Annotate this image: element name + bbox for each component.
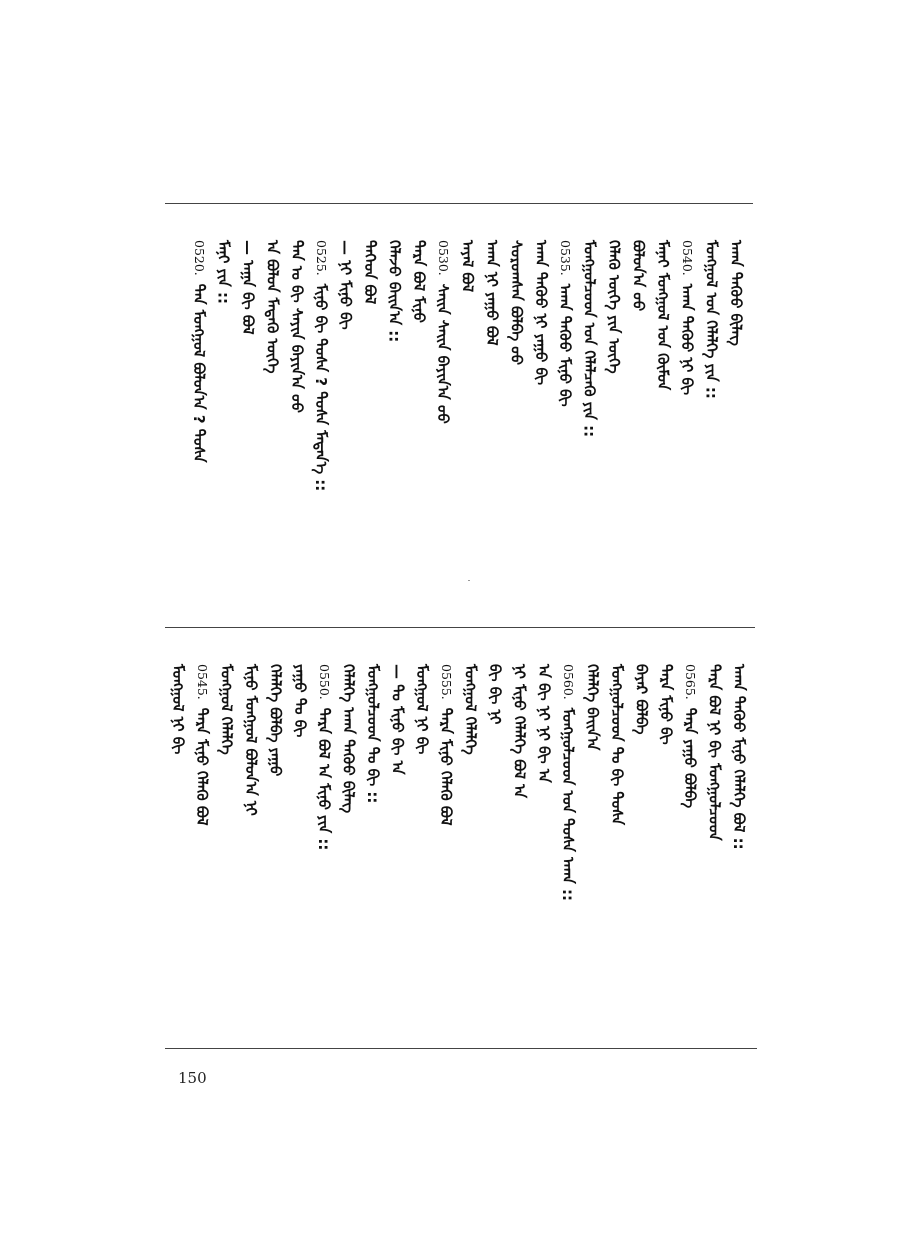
- text-column: [731, 664, 746, 850]
- text-column: [507, 240, 526, 366]
- entry-number: 0520.: [192, 240, 208, 276]
- entry-number: 0550.: [317, 664, 333, 700]
- text-column: [289, 240, 304, 413]
- line-text: ᠲᠡᠷᠡ ᠮᠢᠨᠦ ᠪᠢ: [656, 664, 675, 745]
- line-text: ᠮᠣᠩᠭᠣᠯᠴᠤᠳ ᠤᠨ ᠲᠤᠰᠠ ᠠᠬᠠ ::: [559, 707, 578, 902]
- text-column: [658, 664, 673, 745]
- line-text: ᠮᠣᠩᠭᠣᠯ ᠨᠢ ᠪᠢ: [168, 664, 187, 755]
- text-column: [292, 664, 307, 737]
- page-number: 150: [178, 1069, 207, 1087]
- text-column: [388, 664, 407, 775]
- entry-number: 0565.: [683, 664, 699, 700]
- line-text: ᠮᠣᠩᠭᠣᠯ ᠬᠡᠯᠡᠯᠭᠡ: [461, 664, 480, 755]
- text-column: [219, 664, 234, 755]
- line-text: ᠠᠬᠠ ᠨᠢ ᠶᠠᠭᠤ ᠪᠣᠯ: [483, 240, 501, 346]
- line-text: ᠠᠬᠠ ᠳᠡᠭᠦᠦ ᠨᠢ ᠶᠠᠭᠤ ᠪᠢ: [531, 240, 550, 385]
- entry-number: 0555.: [439, 664, 455, 700]
- line-text: ᠮᠢᠨᠦ ᠮᠣᠩᠭᠣᠯ ᠪᠣᠯᠤᠨ᠎ᠠ ᠨᠢ: [242, 664, 260, 816]
- line-text: ᠶᠠᠭᠤ ᠲᠤ ᠪᠢ: [290, 664, 309, 738]
- top-rule: [165, 203, 753, 204]
- line-text: ᠲᠡᠷᠡ ᠮᠢᠨᠦ ᠬᠡᠯᠡᠬᠦ ᠪᠣᠯ: [437, 707, 456, 826]
- line-text: — ᠲᠤ ᠮᠢᠨᠦ ᠪᠢ ᠠ: [388, 664, 407, 775]
- text-column: [365, 664, 380, 803]
- text-column: [487, 664, 502, 724]
- line-text: ᠠ ᠪᠢ ᠨᠢ ᠨᠢ ᠪᠢ ᠠ: [534, 664, 553, 783]
- line-text: ᠨᠢ ᠮᠢᠨᠦ ᠬᠡᠯᠡᠯᠭᠡ ᠪᠣᠯ ᠠ: [510, 664, 529, 799]
- text-column: [437, 664, 456, 826]
- text-column: [216, 240, 231, 304]
- line-text: ᠮᠣᠩᠭᠣᠯ ᠤᠨ ᠬᠡᠯᠡᠯᠭᠡ ᠶᠢᠨ ::: [702, 240, 721, 399]
- text-column: [263, 240, 282, 374]
- line-text: ᠠᠬᠠ ᠳᠡᠭᠦᠦ ᠮᠢᠨᠦ ᠪᠢ: [556, 283, 575, 407]
- text-column: [190, 240, 209, 463]
- entry-number: 0560.: [561, 664, 577, 700]
- line-text: ᠠᠬᠠ ᠳᠡᠭᠦᠦ ᠨᠢ ᠪᠢ: [678, 283, 697, 395]
- text-column: [629, 240, 648, 312]
- text-column: [315, 664, 334, 851]
- text-column: [655, 240, 670, 390]
- line-text: ᠮᠠᠨᠢ ᠶᠢᠨ ::: [214, 240, 233, 304]
- text-column: [193, 664, 212, 826]
- text-column: [632, 664, 651, 735]
- text-column: [704, 240, 719, 399]
- line-text: — ᠨᠢ ᠮᠢᠨᠦ ᠪᠢ: [336, 240, 355, 330]
- text-column: [585, 664, 600, 750]
- line-text: ᠲᠡᠷᠡ ᠪᠣᠯ ᠮᠢᠨᠦ: [409, 240, 428, 323]
- text-column: [411, 240, 426, 323]
- text-column: [484, 240, 499, 346]
- middle-rule: [165, 627, 755, 628]
- entry-number: 0540.: [680, 240, 696, 276]
- line-text: ᠬᠡᠯᠡᠯᠭᠡ ᠪᠣᠯᠪᠠ ᠶᠠᠭᠤ: [266, 664, 285, 777]
- text-column: [385, 240, 404, 343]
- line-text: ᠲᠡᠷᠡ ᠮᠢᠨᠦ ᠬᠡᠯᠡᠬᠦ ᠪᠣᠯ: [193, 707, 212, 826]
- line-text: ᠲᠠᠨ ᠮᠣᠩᠭᠣᠯ ᠪᠣᠯᠤᠨ᠎ᠠ ? ᠲᠤᠰᠠ: [190, 283, 209, 463]
- speck: [468, 580, 470, 581]
- line-text: ᠰᠠᠢᠨ ᠰᠠᠢᠨ ᠪᠠᠶᠢᠨ᠎ᠠ ᠤᠤ: [434, 283, 453, 424]
- line-text: ᠲᠡᠷᠡ ᠪᠣᠯ ᠨᠢ ᠪᠢ ᠮᠣᠩᠭᠣᠯᠴᠤᠳ: [705, 664, 724, 841]
- text-column: [728, 240, 743, 346]
- text-column: [240, 240, 255, 335]
- text-column: [533, 240, 548, 385]
- text-column: [243, 664, 258, 816]
- bottom-rule: [165, 1048, 757, 1049]
- text-column: [582, 240, 597, 437]
- line-text: ᠮᠢᠨᠦ ᠪᠢ ᠲᠤᠰᠠ ? ᠲᠤᠰᠠ ᠮᠡᠳᠡᠨ᠎ᠡ ::: [312, 283, 331, 492]
- line-text: ᠬᠡᠯᠡᠬᠦ ᠦᠭᠡ ᠶᠢᠨ ᠦᠭᠡ: [605, 240, 623, 374]
- line-text: ᠪᠠᠶᠠᠷ ᠪᠣᠯᠪᠠ: [632, 664, 651, 735]
- entry-number: 0545.: [195, 664, 211, 700]
- text-column: [510, 664, 529, 799]
- line-text: ᠰᠤᠷᠤᠭᠰᠠᠨ ᠪᠣᠯᠪᠠ ᠤᠤ: [507, 240, 526, 366]
- line-text: ᠪᠢ ᠪᠢ ᠨᠢ: [486, 664, 504, 725]
- text-column: [338, 240, 353, 330]
- line-text: ᠠᠬᠠ ᠳᠡᠭᠦᠦ ᠮᠢᠨᠦ ᠬᠡᠯᠡᠯᠭᠡ ᠪᠣᠯ ::: [730, 664, 748, 850]
- line-text: ᠮᠣᠩᠭᠣᠯᠴᠤᠳ ᠲᠤ ᠪᠢ ᠲᠤᠰᠠ: [608, 664, 626, 826]
- text-column: [434, 240, 453, 424]
- text-column: [312, 240, 331, 492]
- line-text: ᠠᠶᠠᠯ ᠪᠣᠯ: [458, 240, 477, 293]
- line-text: ᠮᠣᠩᠭᠣᠯ ᠨᠢ ᠪᠢ: [412, 664, 431, 755]
- entry-number: 0525.: [314, 240, 330, 276]
- text-column: [362, 240, 377, 304]
- text-column: [460, 240, 475, 292]
- text-column: [681, 664, 700, 809]
- line-text: ᠮᠠᠨᠠᠢ ᠮᠣᠩᠭᠣᠯ ᠤᠨ ᠬᠦᠮᠦᠨ: [653, 240, 672, 391]
- text-column: [606, 240, 621, 374]
- line-text: ᠬᠡᠯᠡᠯᠭᠡ ᠪᠠᠢᠨ᠎ᠠ: [583, 664, 602, 751]
- line-text: ᠲᠡᠭᠡᠳ ᠪᠣᠯ: [361, 240, 379, 305]
- text-column: [414, 664, 429, 754]
- text-column: [707, 664, 722, 841]
- text-column: [266, 664, 285, 777]
- line-text: ᠬᠡᠯᠡᠯᠭᠡ ᠠᠬᠠ ᠳᠡᠭᠦᠦ ᠪᠢᠯᠡᠭ: [339, 664, 358, 814]
- text-column: [341, 664, 356, 813]
- line-text: ᠠᠬᠠ ᠳᠡᠭᠦᠦ ᠪᠢᠯᠡᠭ: [727, 240, 745, 346]
- text-column: [463, 664, 478, 755]
- entry-number: 0535.: [558, 240, 574, 276]
- line-text: ᠮᠣᠩᠭᠣᠯᠴᠤᠳ ᠲᠤ ᠪᠢ ::: [364, 664, 382, 804]
- line-text: ᠪᠣᠯᠤᠨ᠎ᠠ ᠤᠤ: [629, 240, 648, 312]
- line-text: ᠲᠠᠨ ᠤ ᠪᠢ ᠰᠠᠶᠢᠨ ᠪᠠᠶᠢᠨ᠎ᠠ ᠤᠤ: [287, 240, 306, 413]
- line-text: ᠬᠡᠯᠡᠵᠦ ᠪᠠᠢᠨ᠎ᠠ ::: [385, 240, 404, 343]
- line-text: ᠲᠡᠷᠡ ᠶᠠᠭᠤ ᠪᠣᠯᠪᠠ: [681, 707, 700, 809]
- text-column: [170, 664, 185, 754]
- line-text: ᠠ ᠪᠣᠯᠤᠨ ᠮᠡᠳᠡᠬᠦ ᠦᠭᠡ: [263, 240, 282, 374]
- text-column: [536, 664, 551, 783]
- text-column: [556, 240, 575, 407]
- text-column: [609, 664, 624, 825]
- text-column: [559, 664, 578, 902]
- line-text: ᠮᠣᠩᠭᠣᠯ ᠬᠡᠯᠡᠯᠭᠡ: [217, 664, 236, 755]
- line-text: ᠲᠡᠷᠡ ᠪᠣᠯ ᠠ ᠮᠢᠨᠦ ᠶᠢᠨ ::: [315, 707, 334, 851]
- line-text: — ᠠᠭᠠ ᠪᠢ ᠪᠣᠯ: [239, 240, 257, 335]
- line-text: ᠮᠣᠩᠭᠣᠯᠴᠤᠳ ᠤᠨ ᠬᠡᠯᠡᠯᠴᠡᠬᠦ ᠶᠢᠨ ::: [580, 240, 599, 438]
- text-column: [678, 240, 697, 395]
- entry-number: 0530.: [436, 240, 452, 276]
